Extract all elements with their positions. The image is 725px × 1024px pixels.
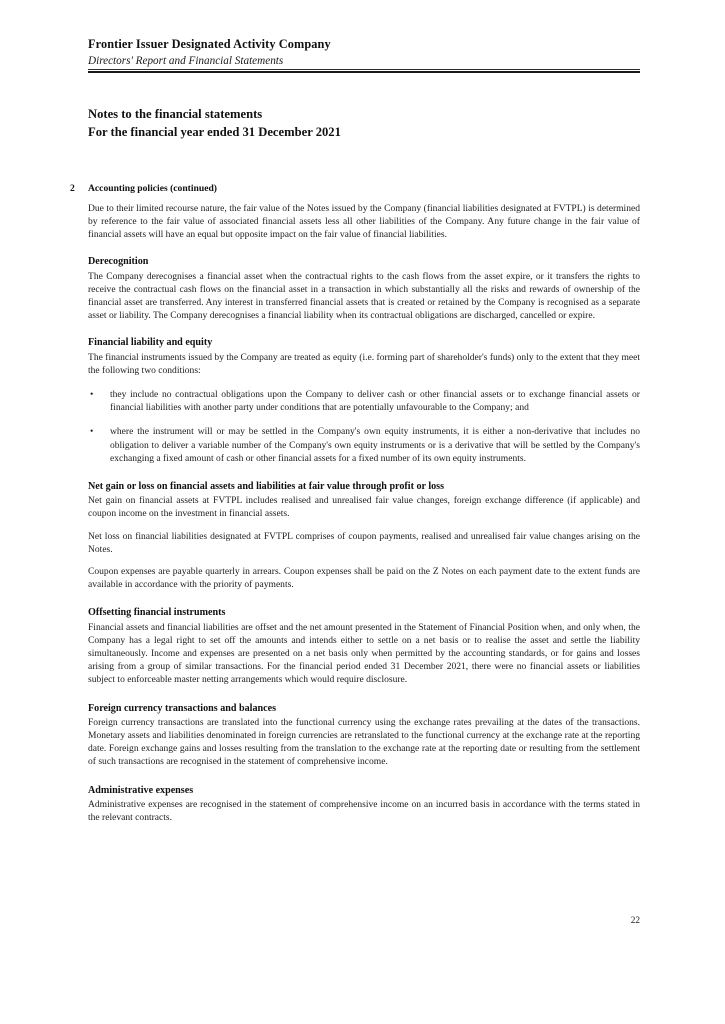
offsetting-paragraph: Financial assets and financial liabilities are offset and the net amount presented in the Statement of Financial Position when, and only when, the Company has a legal right to set off the amounts and intends either to settle on a net basis or to realise the asset and settle the liability simultaneously. Income and expenses are presented on a net basis only when permitted by the accounting standards, or for gains and losses arising from a group of similar transactions. For the financial period ended 31 December 2021, there were no financial assets or liabilities subject to enforceable master netting arrangements which would require disclosure. xyxy=(88,621,640,686)
header-rule-thick-line xyxy=(88,71,640,73)
page-content xyxy=(70,106,640,824)
note-title: Accounting policies (continued) xyxy=(88,182,217,194)
coupon-expenses-paragraph: Coupon expenses are payable quarterly in arrears. Coupon expenses shall be paid on the Z Notes on each payment date to the extent funds are available in accordance with the priority of payments. xyxy=(88,566,640,591)
section-heading-net-gain-or-loss: Net gain or loss on financial assets and liabilities at fair value through profit or loss xyxy=(88,481,445,493)
document-subtitle: Directors' Report and Financial Statements xyxy=(88,54,284,67)
section-heading-financial-liability-and-equity: Financial liability and equity xyxy=(88,337,213,349)
company-name: Frontier Issuer Designated Activity Company xyxy=(88,37,331,51)
derecognition-paragraph: The Company derecognises a financial asset when the contractual rights to the cash flows from the asset expire, or it transfers the rights to receive the contractual cash flows on the financial asset in a transaction in which substantially all the risks and rewards of ownership of the financial asset are transferred. Any interest in transferred financial assets that is created or retained by the Company is recognised as a separate asset or liability. The Company derecognises a financial liability when its contractual obligations are discharged, cancelled or expire. xyxy=(88,270,640,322)
bullet-icon: • xyxy=(90,426,94,438)
bullet-icon: • xyxy=(90,388,94,400)
page-title xyxy=(88,106,640,142)
section-heading-offsetting-financial-instruments: Offsetting financial instruments xyxy=(88,607,226,619)
note-body xyxy=(88,202,640,824)
page-title-line-2: For the financial year ended 31 December 2021 xyxy=(88,124,341,139)
header-rule-thin-line xyxy=(88,69,640,70)
net-gain-paragraph: Net gain on financial assets at FVTPL includes realised and unrealised fair value changes, foreign exchange difference (if applicable) and coupon income on the investment in financial assets. xyxy=(88,495,640,520)
list-item xyxy=(88,388,640,414)
list-item-text: they include no contractual obligations upon the Company to deliver cash or other financial assets or to exchange financial assets or financial liabilities with another party under conditions that are potentially unfavourable to the Company; and xyxy=(110,388,640,414)
note-heading xyxy=(70,183,640,194)
net-loss-paragraph: Net loss on financial liabilities designated at FVTPL comprises of coupon payments, realised and unrealised fair value changes arising on the Notes. xyxy=(88,530,640,555)
section-heading-derecognition: Derecognition xyxy=(88,256,149,268)
list-item-text: where the instrument will or may be settled in the Company's own equity instruments, it is either a non-derivative that includes no obligation to deliver a variable number of the Company's own equity instruments or is a derivative that will be settled by the Company's exchanging a fixed amount of cash or other financial assets for a fixed number of its own equity instruments. xyxy=(110,426,640,464)
section-heading-administrative-expenses: Administrative expenses xyxy=(88,784,194,796)
note-number: 2 xyxy=(70,182,75,194)
financial-liability-paragraph: The financial instruments issued by the Company are treated as equity (i.e. forming part of shareholder's funds) only to the extent that they meet the following two conditions: xyxy=(88,351,640,376)
section-heading-foreign-currency: Foreign currency transactions and balances xyxy=(88,702,277,714)
header-divider-rule xyxy=(88,69,640,73)
page-title-line-1: Notes to the financial statements xyxy=(88,107,263,121)
foreign-currency-paragraph: Foreign currency transactions are translated into the functional currency using the exchange rates prevailing at the dates of the transactions. Monetary assets and liabilities denominated in foreign currencies are retranslated to the functional currency at the exchange rate at the reporting date. Foreign exchange gains and losses resulting from the translation to the exchange rate at the reporting date or resulting from the settlement of such transactions are recognised in the statement of comprehensive income. xyxy=(88,716,640,768)
running-header xyxy=(88,36,640,69)
list-item xyxy=(88,425,640,465)
equity-conditions-list xyxy=(88,388,640,465)
note-intro-paragraph: Due to their limited recourse nature, the fair value of the Notes issued by the Company (financial liabilities designated at FVTPL) is determined by reference to the fair value of associated financial assets less all other liabilities of the Company. Any future change in the fair value of financial assets will have an equal but opposite impact on the fair value of financial liabilities. xyxy=(88,202,640,241)
page-number: 22 xyxy=(630,916,640,926)
administrative-expenses-paragraph: Administrative expenses are recognised in the statement of comprehensive income on an incurred basis in accordance with the terms stated in the relevant contracts. xyxy=(88,798,640,823)
